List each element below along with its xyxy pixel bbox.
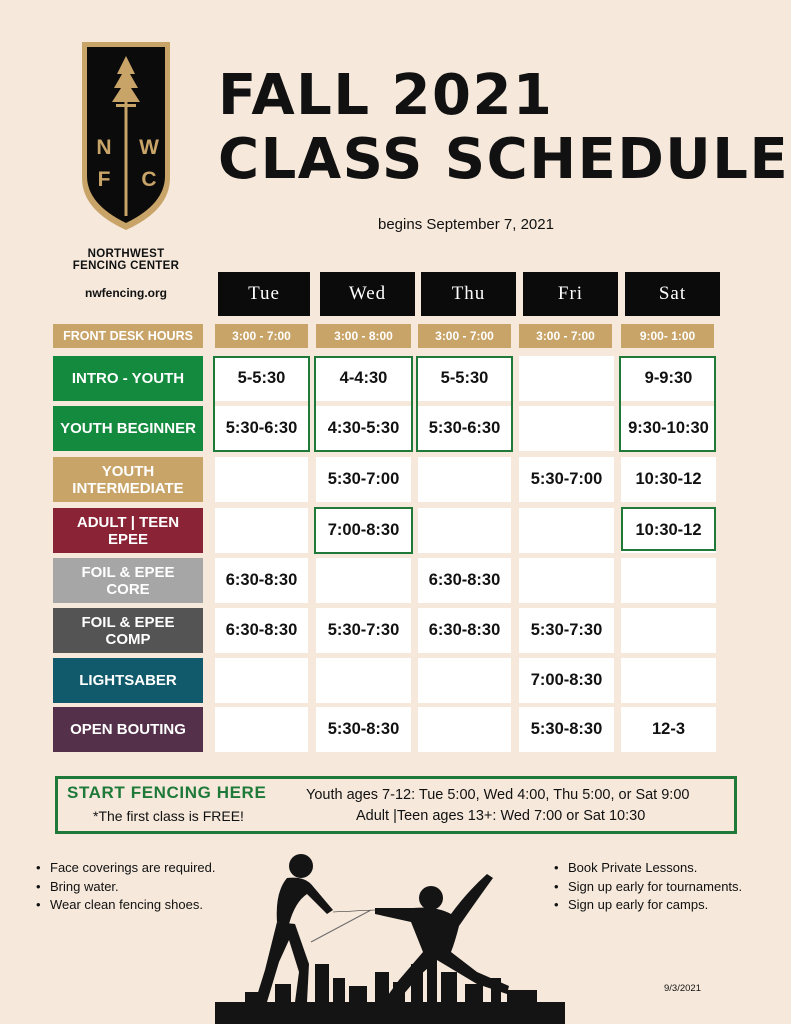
schedule-cell: 5-5:30 <box>215 356 308 401</box>
schedule-cell: 5:30-7:00 <box>316 457 411 502</box>
schedule-cell <box>215 508 308 553</box>
list-item: • Bring water. <box>36 878 215 897</box>
day-header-sat: Sat <box>625 272 720 316</box>
schedule-cell: 4:30-5:30 <box>316 406 411 451</box>
org-name-line1: NORTHWEST <box>87 248 165 260</box>
schedule-cell <box>621 608 716 653</box>
schedule-cell <box>316 558 411 603</box>
highlight-box-thu-youth <box>416 356 513 452</box>
list-item: • Sign up early for camps. <box>554 896 742 915</box>
schedule-cell <box>519 356 614 401</box>
schedule-cell: 6:30-8:30 <box>215 558 308 603</box>
schedule-cell <box>418 707 511 752</box>
adult-start-times: Adult |Teen ages 13+: Wed 7:00 or Sat 10:30 <box>356 808 646 824</box>
class-label-adult-teen-epee: ADULT | TEEN EPEE <box>53 508 203 553</box>
schedule-cell: 4-4:30 <box>316 356 411 401</box>
highlight-box-wed-youth <box>314 356 413 452</box>
schedule-cell: 7:00-8:30 <box>519 658 614 703</box>
schedule-cell <box>519 508 614 553</box>
day-header-tue: Tue <box>218 272 310 316</box>
class-label-intro-youth: INTRO - YOUTH <box>53 356 203 401</box>
class-label-open-bouting: OPEN BOUTING <box>53 707 203 752</box>
front-desk-hours-tue: 3:00 - 7:00 <box>215 324 308 348</box>
schedule-cell: 5:30-7:30 <box>519 608 614 653</box>
org-website[interactable]: nwfencing.org <box>85 286 167 300</box>
print-date: 9/3/2021 <box>664 983 701 994</box>
list-item: • Wear clean fencing shoes. <box>36 896 215 915</box>
day-header-wed: Wed <box>320 272 415 316</box>
highlight-box-wed-adult <box>314 507 413 554</box>
schedule-cell <box>621 658 716 703</box>
schedule-cell <box>316 658 411 703</box>
schedule-cell <box>215 658 308 703</box>
front-desk-hours-label: FRONT DESK HOURS <box>53 324 203 348</box>
logo-letter-c: C <box>141 168 157 191</box>
schedule-cell <box>519 558 614 603</box>
page-title-line1: FALL 2021 <box>218 63 554 128</box>
youth-start-times: Youth ages 7-12: Tue 5:00, Wed 4:00, Thu 5:00, or Sat 9:00 <box>306 787 690 803</box>
list-item: • Sign up early for tournaments. <box>554 878 742 897</box>
start-fencing-title: START FENCING HERE <box>67 783 267 802</box>
first-class-free-note: *The first class is FREE! <box>93 808 244 824</box>
schedule-cell: 6:30-8:30 <box>418 608 511 653</box>
schedule-cell: 7:00-8:30 <box>316 508 411 553</box>
list-item: • Face coverings are required. <box>36 859 215 878</box>
schedule-cell <box>215 707 308 752</box>
list-item: • Book Private Lessons. <box>554 859 742 878</box>
schedule-cell: 10:30-12 <box>621 508 716 553</box>
logo-letter-f: F <box>97 168 111 191</box>
schedule-cell <box>621 558 716 603</box>
schedule-cell: 9:30-10:30 <box>621 406 716 451</box>
schedule-cell: 5:30-6:30 <box>215 406 308 451</box>
highlight-box-sat-youth <box>619 356 716 452</box>
front-desk-hours-thu: 3:00 - 7:00 <box>418 324 511 348</box>
org-name <box>62 248 190 272</box>
fencers-silhouette-icon <box>215 852 565 1024</box>
schedule-cell: 6:30-8:30 <box>215 608 308 653</box>
notes-right-list <box>554 859 742 915</box>
nwfc-shield-logo <box>80 40 172 232</box>
schedule-cell: 12-3 <box>621 707 716 752</box>
page-title-line2: CLASS SCHEDULE <box>218 127 790 192</box>
schedule-cell: 5:30-7:30 <box>316 608 411 653</box>
schedule-cell: 6:30-8:30 <box>418 558 511 603</box>
schedule-cell: 5:30-8:30 <box>316 707 411 752</box>
class-label-foil-epee-core: FOIL & EPEE CORE <box>53 558 203 603</box>
schedule-cell <box>418 508 511 553</box>
front-desk-hours-wed: 3:00 - 8:00 <box>316 324 411 348</box>
class-label-youth-beginner: YOUTH BEGINNER <box>53 406 203 451</box>
logo-letter-w: W <box>139 136 159 159</box>
schedule-cell: 5:30-6:30 <box>418 406 511 451</box>
schedule-cell <box>418 457 511 502</box>
schedule-cell <box>215 457 308 502</box>
schedule-cell: 10:30-12 <box>621 457 716 502</box>
front-desk-hours-sat: 9:00- 1:00 <box>621 324 714 348</box>
day-header-fri: Fri <box>523 272 618 316</box>
day-header-thu: Thu <box>421 272 516 316</box>
schedule-cell <box>519 406 614 451</box>
logo-letter-n: N <box>96 136 112 159</box>
class-label-foil-epee-comp: FOIL & EPEE COMP <box>53 608 203 653</box>
schedule-cell: 5:30-7:00 <box>519 457 614 502</box>
schedule-cell: 5-5:30 <box>418 356 511 401</box>
notes-left-list <box>36 859 215 915</box>
schedule-cell: 9-9:30 <box>621 356 716 401</box>
org-name-line2: FENCING CENTER <box>72 260 180 272</box>
schedule-cell: 5:30-8:30 <box>519 707 614 752</box>
schedule-cell <box>418 658 511 703</box>
highlight-box-tue-youth <box>213 356 310 452</box>
highlight-box-sat-adult <box>621 507 716 551</box>
front-desk-hours-fri: 3:00 - 7:00 <box>519 324 612 348</box>
start-date-text: begins September 7, 2021 <box>378 216 554 233</box>
class-label-lightsaber: LIGHTSABER <box>53 658 203 703</box>
class-label-youth-intermediate: YOUTH INTERMEDIATE <box>53 457 203 502</box>
